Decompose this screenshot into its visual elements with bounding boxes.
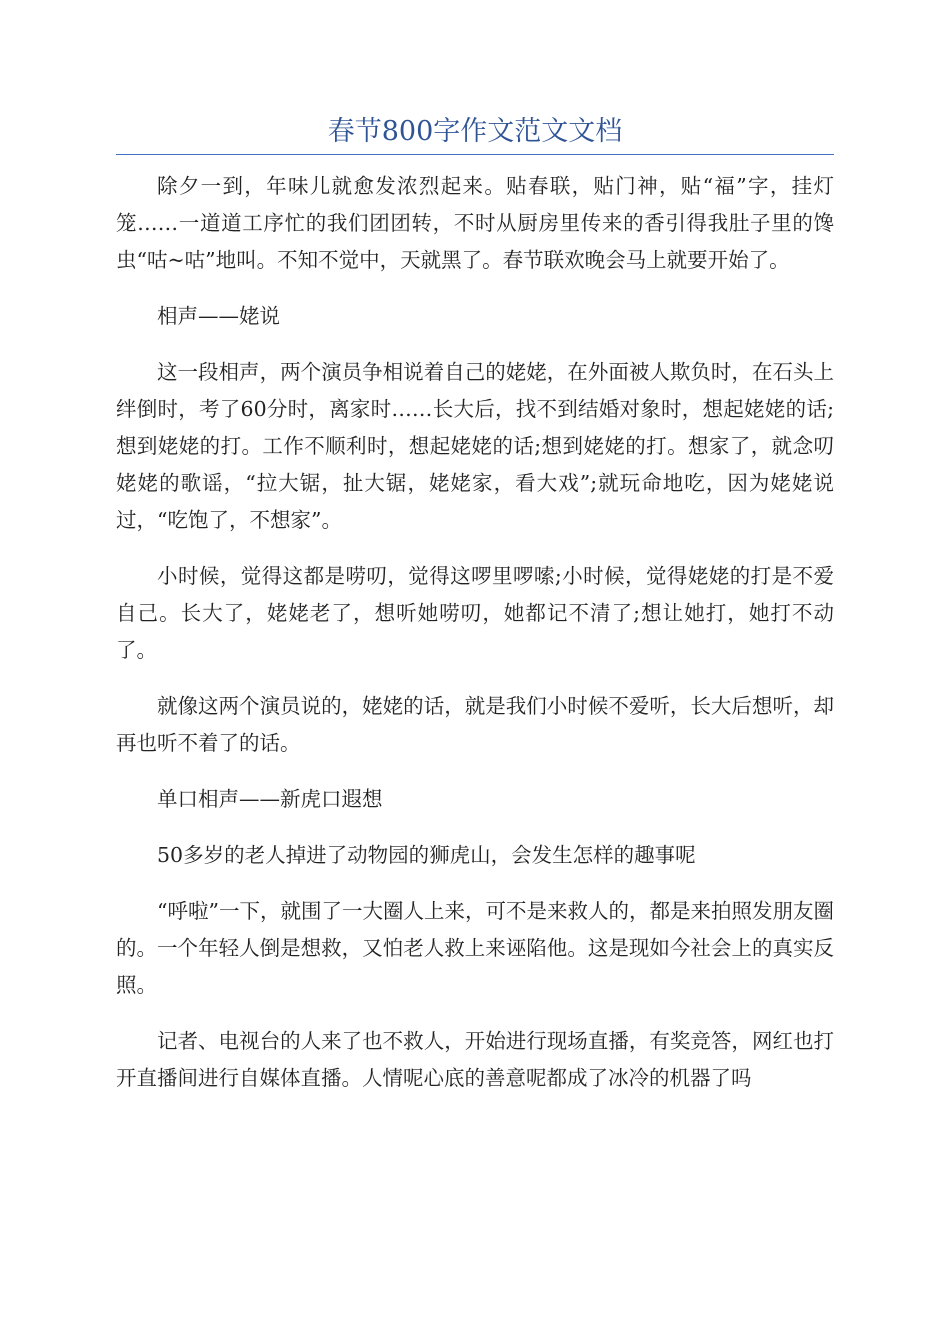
paragraph: 小时候，觉得这都是唠叨，觉得这啰里啰嗦;小时候，觉得姥姥的打是不爱自己。长大了，姥姥老了，想听她唠叨，她都记不清了;想让她打，她打不动了。 (116, 564, 834, 662)
document-title: 春节800字作文范文文档 (327, 116, 623, 147)
title-underline (116, 154, 834, 155)
paragraph: 就像这两个演员说的，姥姥的话，就是我们小时候不爱听，长大后想听，却再也听不着了的话。 (116, 694, 834, 755)
paragraph: 50多岁的老人掉进了动物园的狮虎山，会发生怎样的趣事呢 (157, 843, 696, 867)
paragraph: 除夕一到，年味儿就愈发浓烈起来。贴春联，贴门神，贴“福”字，挂灯笼……一道道工序忙的我们团团转，不时从厨房里传来的香引得我肚子里的馋虫“咕~咕”地叫。不知不觉中，天就黑了。春节联欢晚会马上就要开始了。 (116, 174, 834, 272)
paragraph: 这一段相声，两个演员争相说着自己的姥姥，在外面被人欺负时，在石头上绊倒时，考了60分时，离家时……长大后，找不到结婚对象时，想起姥姥的话;想到姥姥的打。工作不顺利时，想起姥姥的话;想到姥姥的打。想家了，就念叨姥姥的歌谣，“拉大锯，扯大锯，姥姥家，看大戏”;就玩命地吃，因为姥姥说过，“吃饱了，不想家”。 (116, 360, 834, 532)
section-heading: 单口相声——新虎口遐想 (157, 787, 383, 811)
document-body (116, 168, 834, 1116)
section-heading: 相声——姥说 (157, 304, 280, 328)
paragraph: 记者、电视台的人来了也不救人，开始进行现场直播，有奖竞答，网红也打开直播间进行自媒体直播。人情呢心底的善意呢都成了冰冷的机器了吗 (116, 1029, 834, 1090)
paragraph: “呼啦”一下，就围了一大圈人上来，可不是来救人的，都是来拍照发朋友圈的。一个年轻人倒是想救，又怕老人救上来诬陷他。这是现如今社会上的真实反照。 (116, 899, 834, 997)
